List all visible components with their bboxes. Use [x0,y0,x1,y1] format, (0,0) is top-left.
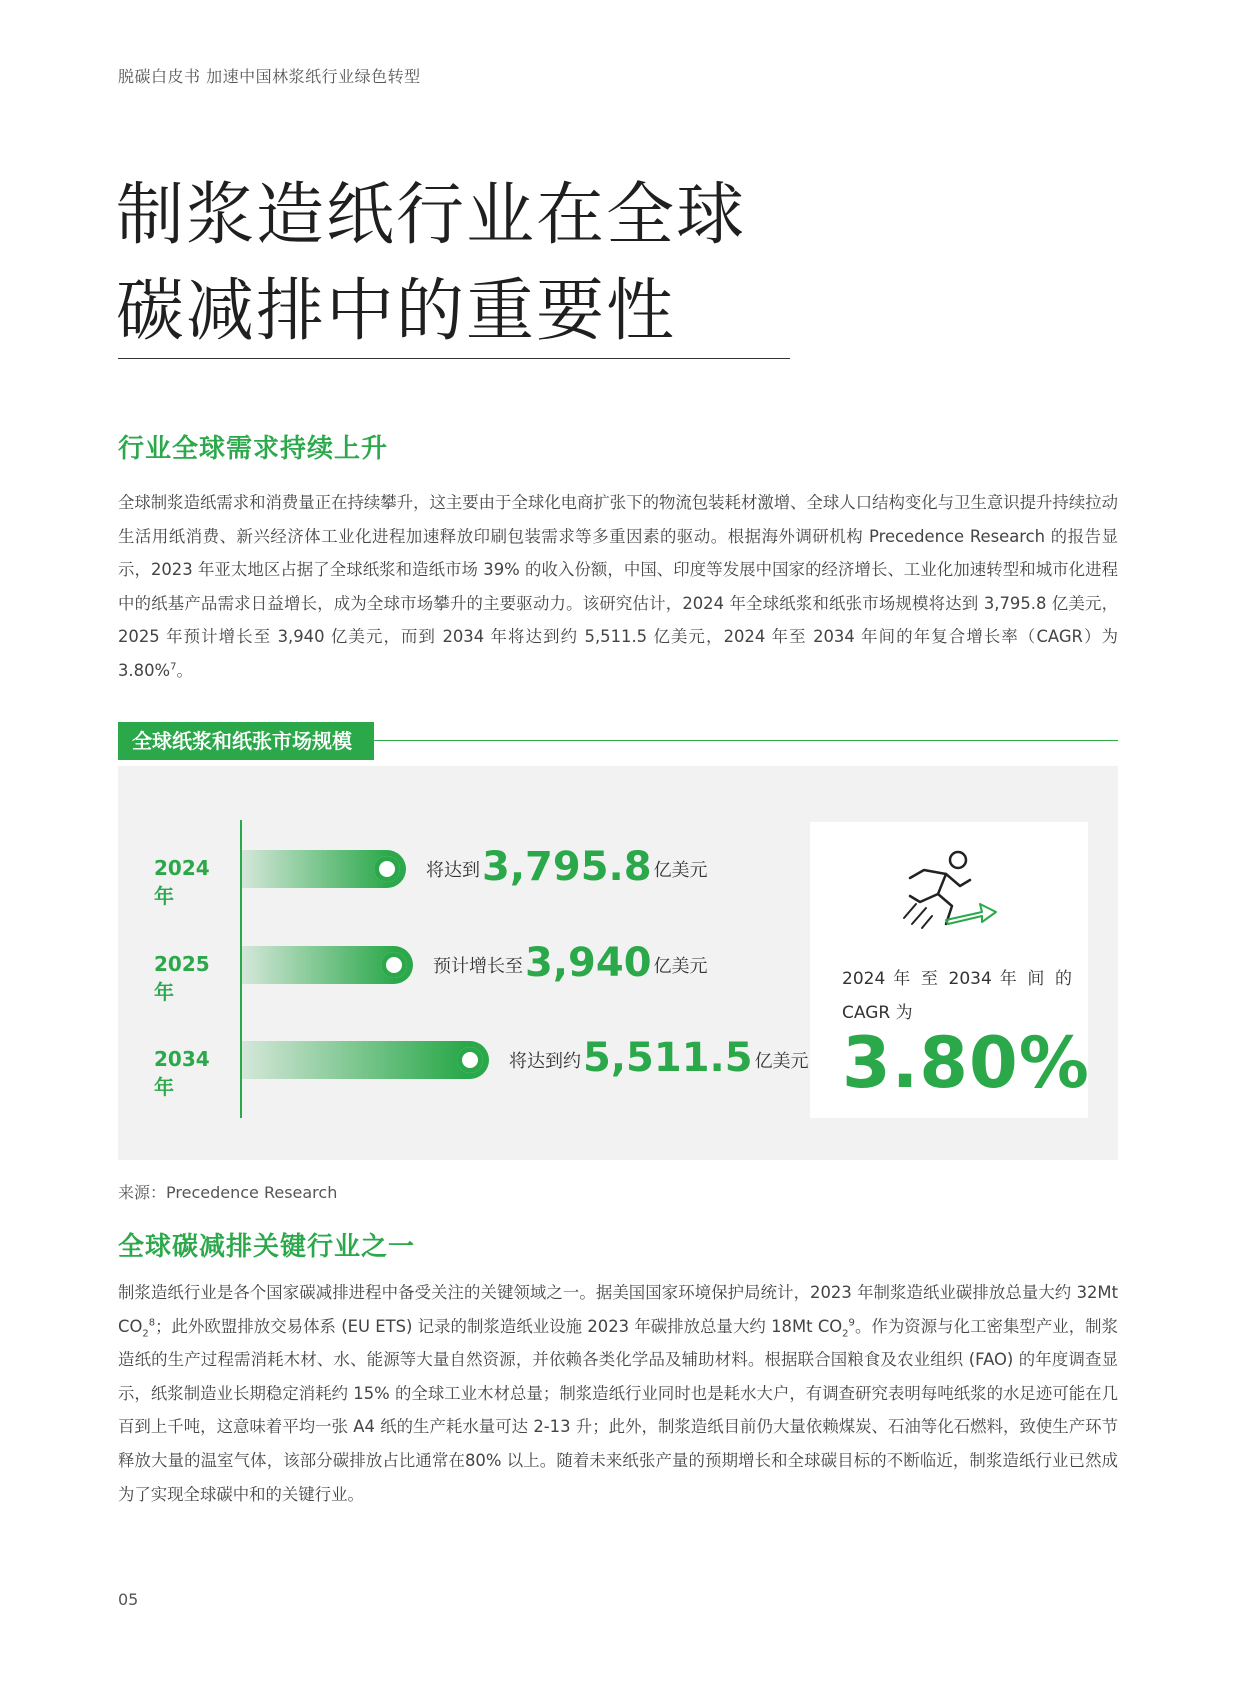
bar-label-value: 3,795.8 [482,844,652,890]
bar-label-prefix: 将达到约 [509,1051,581,1072]
demand-paragraph [118,486,1118,688]
subscript-2: 2 [142,1327,149,1339]
chart-title-tag: 全球纸浆和纸张市场规模 [118,722,374,760]
bar-end-knob [374,856,400,882]
bar-label-unit: 亿美元 [653,956,708,977]
chart-source: 来源：Precedence Research [118,1183,338,1202]
footnote-9: 9 [848,1317,855,1329]
footnote-7: 7 [170,661,177,673]
bar-label-unit: 亿美元 [754,1051,809,1072]
bar [242,1041,489,1079]
bar-data-label [433,940,708,986]
emissions-text-a: 制浆造纸行业是各个国家碳减排进程中备受关注的关键领域之一。据美国国家环境保护局统计，2023 年制浆造纸业碳排放总量大约 32Mt CO [118,1283,1118,1336]
title-divider [118,358,790,359]
subscript-2: 2 [842,1327,849,1339]
bar-label-value: 5,511.5 [583,1035,753,1081]
emissions-text-b: ；此外欧盟排放交易体系 (EU ETS) 记录的制浆造纸业设施 2023 年碳排放总量大约 18Mt CO [155,1316,843,1336]
bar-label-prefix: 预计增长至 [433,956,523,977]
bar-label-unit: 亿美元 [653,860,708,881]
cagr-card [810,822,1088,1118]
bar-category-label: 2034 年 [154,1047,210,1099]
cagr-value: 3.80% [842,1022,1090,1104]
bar-data-label [509,1035,809,1081]
bar-end-knob [381,952,407,978]
emissions-text-c: 。作为资源与化工密集型产业，制浆造纸的生产过程需消耗木材、水、能源等大量自然资源，并依赖各类化学品及辅助材料。根据联合国粮食及农业组织 (FAO) 的年度调查显示，纸浆制造业长期稳定消耗约 15% 的全球工业木材总量；制浆造纸行业同时也是耗水大户，有调查研究表明每吨纸浆的水足迹可能在几百到上千吨，这意味着平均一张 A4 纸的生产耗水量可达 2-13 升；此外，制浆造纸目前仍大量依赖煤炭、石油等化石燃料，致使生产环节释放大量的温室气体，该部分碳排放占比通常在80% 以上。随着未来纸张产量的预期增长和全球碳目标的不断临近，制浆造纸行业已然成为了实现全球碳中和的关键行业。 [118,1316,1118,1504]
bar [242,850,406,888]
header-title: 脱碳白皮书 加速中国林浆纸行业绿色转型 [118,67,421,86]
section-heading-emissions: 全球碳减排关键行业之一 [118,1232,416,1262]
chart-title-rule [374,740,1118,741]
cagr-description: 2024 年 至 2034 年 间 的 CAGR 为 [842,969,1072,1023]
bar-label-value: 3,940 [525,940,652,986]
footnote-8: 8 [148,1317,156,1329]
page-number: 05 [118,1590,139,1609]
runner-arrow-icon [902,848,998,932]
bar-category-label: 2025 年 [154,952,210,1004]
emissions-paragraph [118,1276,1118,1511]
bar-data-label [426,844,708,890]
page-title [116,168,816,360]
page-title-line1: 制浆造纸行业在全球 [116,176,747,255]
demand-paragraph-text: 全球制浆造纸需求和消费量正在持续攀升，这主要由于全球化电商扩张下的物流包装耗材激增、全球人口结构变化与卫生意识提升持续拉动生活用纸消费、新兴经济体工业化进程加速释放印刷包装需求等多重因素的驱动。根据海外调研机构 Precedence Research 的报告显示，2023 年亚太地区占据了全球纸浆和造纸市场 39% 的收入份额，中国、印度等发展中国家的经济增长、工业化加速转型和城市化进程中的纸基产品需求日益增长，成为全球市场攀升的主要驱动力。该研究估计，2024 年全球纸浆和纸张市场规模将达到 3,795.8 亿美元，2025 年预计增长至 3,940 亿美元，而到 2034 年将达到约 5,511.5 亿美元，2024 年至 2034 年间的年复合增长率（CAGR）为 3.80% [118,493,1118,680]
section-heading-demand: 行业全球需求持续上升 [118,434,389,464]
bar-end-knob [457,1047,483,1073]
demand-paragraph-end: 。 [176,660,193,680]
bar [242,946,413,984]
bar-category-label: 2024 年 [154,856,210,908]
page-title-line2: 碳减排中的重要性 [116,272,677,351]
bar-label-prefix: 将达到 [426,860,480,881]
